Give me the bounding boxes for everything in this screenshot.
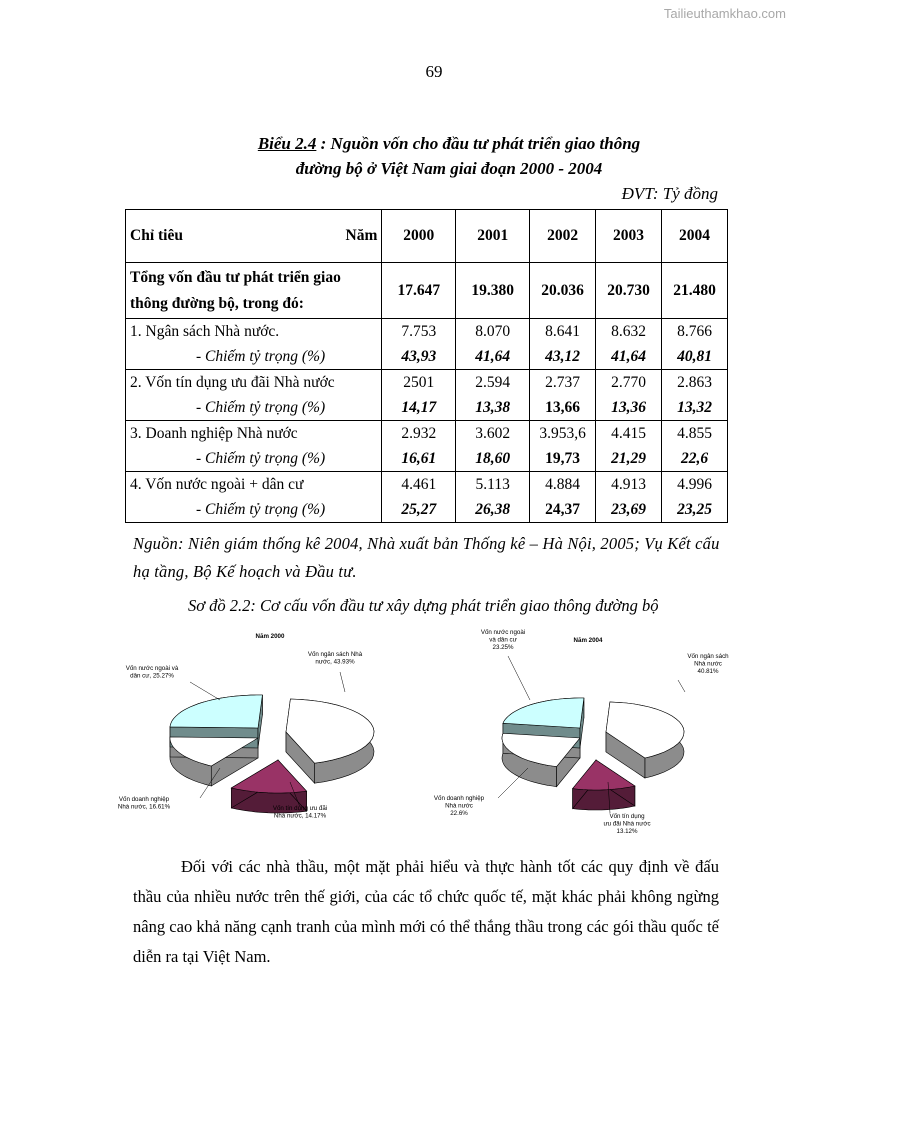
body-paragraph: Đối với các nhà thầu, một mặt phải hiểu và thực hành tốt các quy định về đấu thầu của nhiều nước trên thế giới, của các tổ chức quốc tế, mặt khác phải không ngừng nâng cao khả năng cạnh tranh của mình mới có thể thắng thầu trong các gói thầu quốc tế diễn ra tại Việt Nam. bbox=[133, 857, 719, 966]
group-value: 2.863 bbox=[662, 370, 728, 396]
total-value: 20.036 bbox=[530, 263, 596, 319]
share-row bbox=[126, 497, 728, 523]
table-title-rest: : Nguồn vốn cho đầu tư phát triển giao thông bbox=[316, 134, 641, 153]
page-number: 69 bbox=[425, 62, 443, 81]
group-value: 2.594 bbox=[456, 370, 530, 396]
group-row bbox=[126, 370, 728, 396]
share-value: 24,37 bbox=[530, 497, 596, 523]
share-label: - Chiếm tỷ trọng (%) bbox=[126, 497, 382, 523]
group-value: 2501 bbox=[382, 370, 456, 396]
share-value: 41,64 bbox=[596, 344, 662, 370]
header-year-cell: 2001 bbox=[456, 210, 530, 263]
pie-slice bbox=[170, 695, 262, 728]
slice-label-line: Vốn ngân sách bbox=[687, 653, 729, 660]
pie-slice bbox=[503, 698, 584, 728]
group-value: 4.855 bbox=[662, 421, 728, 447]
slice-label-line: 22.6% bbox=[450, 810, 468, 817]
slice-label bbox=[118, 796, 171, 811]
share-value: 23,69 bbox=[596, 497, 662, 523]
table-title-line2: đường bộ ở Việt Nam giai đoạn 2000 - 2004 bbox=[295, 159, 603, 178]
leader-line bbox=[190, 682, 220, 700]
header-year: Năm bbox=[345, 227, 378, 244]
slice-label bbox=[126, 665, 179, 680]
share-value: 13,32 bbox=[662, 395, 728, 421]
group-value: 2.737 bbox=[530, 370, 596, 396]
total-row bbox=[126, 263, 728, 319]
share-label: - Chiếm tỷ trọng (%) bbox=[126, 395, 382, 421]
share-value: 26,38 bbox=[456, 497, 530, 523]
slice-label-line: Vốn tín dụng ưu đãi bbox=[272, 805, 328, 812]
share-value: 41,64 bbox=[456, 344, 530, 370]
share-value: 13,66 bbox=[530, 395, 596, 421]
share-value: 40,81 bbox=[662, 344, 728, 370]
slice-label-line: 23.25% bbox=[492, 644, 514, 651]
group-value: 3.953,6 bbox=[530, 421, 596, 447]
group-value: 4.884 bbox=[530, 472, 596, 498]
group-value: 8.070 bbox=[456, 319, 530, 345]
share-value: 21,29 bbox=[596, 446, 662, 472]
slice-label bbox=[481, 629, 525, 651]
group-value: 4.996 bbox=[662, 472, 728, 498]
group-value: 4.913 bbox=[596, 472, 662, 498]
slice-label-line: Nhà nước, 16.61% bbox=[117, 803, 171, 811]
pie-charts bbox=[117, 620, 730, 850]
table-title-line1 bbox=[0, 134, 898, 154]
header-year-cell: 2002 bbox=[530, 210, 596, 263]
group-row bbox=[126, 472, 728, 498]
total-value: 17.647 bbox=[382, 263, 456, 319]
slice-label-line: Vốn doanh nghiệp bbox=[433, 795, 485, 802]
share-row bbox=[126, 395, 728, 421]
share-value: 16,61 bbox=[382, 446, 456, 472]
group-value: 7.753 bbox=[382, 319, 456, 345]
slice-label-line: Vốn doanh nghiệp bbox=[118, 796, 170, 803]
slice-label-line: dân cư, 25.27% bbox=[130, 672, 174, 680]
diagram-caption: Sơ đồ 2.2: Cơ cấu vốn đầu tư xây dựng phát triển giao thông đường bộ bbox=[188, 596, 659, 615]
pie-chart-2000 bbox=[118, 633, 374, 820]
header-year-cell: 2004 bbox=[662, 210, 728, 263]
slice-label-line: và dân cư bbox=[489, 636, 517, 644]
share-label: - Chiếm tỷ trọng (%) bbox=[126, 344, 382, 370]
share-row bbox=[126, 446, 728, 472]
slice-label-line: nước, 43.93% bbox=[315, 658, 355, 666]
slice-label-line: Nhà nước bbox=[445, 802, 473, 810]
slice-label-line: Vốn tín dụng bbox=[609, 813, 645, 820]
slice-label bbox=[308, 651, 363, 666]
leader-line bbox=[340, 672, 345, 692]
slice-label bbox=[687, 653, 729, 675]
group-value: 8.632 bbox=[596, 319, 662, 345]
share-row bbox=[126, 344, 728, 370]
share-value: 25,27 bbox=[382, 497, 456, 523]
share-value: 19,73 bbox=[530, 446, 596, 472]
slice-label-line: Vốn nước ngoài bbox=[480, 629, 526, 636]
header-indicator: Chỉ tiêu bbox=[130, 227, 183, 244]
total-value: 21.480 bbox=[662, 263, 728, 319]
header-label-cell bbox=[126, 210, 382, 263]
group-label: 1. Ngân sách Nhà nước. bbox=[126, 319, 382, 345]
chart-title: Năm 2000 bbox=[255, 633, 285, 640]
slice-label-line: 40.81% bbox=[697, 668, 719, 675]
slice-label-line: Nhà nước, 14.17% bbox=[273, 812, 327, 820]
table-header-row bbox=[126, 210, 728, 263]
table-title-label: Biểu 2.4 bbox=[257, 134, 317, 153]
group-value: 4.415 bbox=[596, 421, 662, 447]
total-value: 19.380 bbox=[456, 263, 530, 319]
share-value: 14,17 bbox=[382, 395, 456, 421]
slice-label bbox=[434, 795, 485, 817]
share-value: 22,6 bbox=[662, 446, 728, 472]
slice-label bbox=[603, 813, 650, 835]
group-value: 5.113 bbox=[456, 472, 530, 498]
chart-title: Năm 2004 bbox=[573, 637, 603, 644]
slice-label bbox=[273, 805, 327, 820]
header-year-cell: 2000 bbox=[382, 210, 456, 263]
total-value: 20.730 bbox=[596, 263, 662, 319]
investment-table bbox=[125, 209, 728, 523]
group-value: 3.602 bbox=[456, 421, 530, 447]
group-value: 2.770 bbox=[596, 370, 662, 396]
group-label: 4. Vốn nước ngoài + dân cư bbox=[126, 472, 382, 498]
slice-label-line: 13.12% bbox=[616, 828, 638, 835]
share-value: 13,36 bbox=[596, 395, 662, 421]
unit-label: ĐVT: Tỷ đồng bbox=[621, 184, 718, 203]
share-value: 13,38 bbox=[456, 395, 530, 421]
leader-line bbox=[508, 656, 530, 700]
watermark: Tailieuthamkhao.com bbox=[663, 6, 786, 21]
slice-label-line: Nhà nước bbox=[694, 660, 722, 668]
share-value: 18,60 bbox=[456, 446, 530, 472]
header-year-cell: 2003 bbox=[596, 210, 662, 263]
group-value: 2.932 bbox=[382, 421, 456, 447]
group-value: 4.461 bbox=[382, 472, 456, 498]
group-value: 8.641 bbox=[530, 319, 596, 345]
source-note: Nguồn: Niên giám thống kê 2004, Nhà xuất bản Thống kê – Hà Nội, 2005; Vụ Kết cấu hạ tầng, Bộ Kế hoạch và Đầu tư. bbox=[133, 534, 720, 581]
group-label: 2. Vốn tín dụng ưu đãi Nhà nước bbox=[126, 370, 382, 396]
slice-label-line: Vốn nước ngoài và bbox=[125, 665, 179, 672]
total-label: Tổng vốn đầu tư phát triển giao thông đường bộ, trong đó: bbox=[126, 263, 382, 319]
share-value: 23,25 bbox=[662, 497, 728, 523]
slice-label-line: Vốn ngân sách Nhà bbox=[307, 651, 363, 658]
slice-label-line: ưu đãi Nhà nước bbox=[603, 820, 651, 828]
share-value: 43,93 bbox=[382, 344, 456, 370]
pie-chart-2004 bbox=[434, 629, 729, 835]
group-value: 8.766 bbox=[662, 319, 728, 345]
leader-line bbox=[678, 680, 685, 692]
group-row bbox=[126, 421, 728, 447]
group-label: 3. Doanh nghiệp Nhà nước bbox=[126, 421, 382, 447]
share-value: 43,12 bbox=[530, 344, 596, 370]
group-row bbox=[126, 319, 728, 345]
share-label: - Chiếm tỷ trọng (%) bbox=[126, 446, 382, 472]
